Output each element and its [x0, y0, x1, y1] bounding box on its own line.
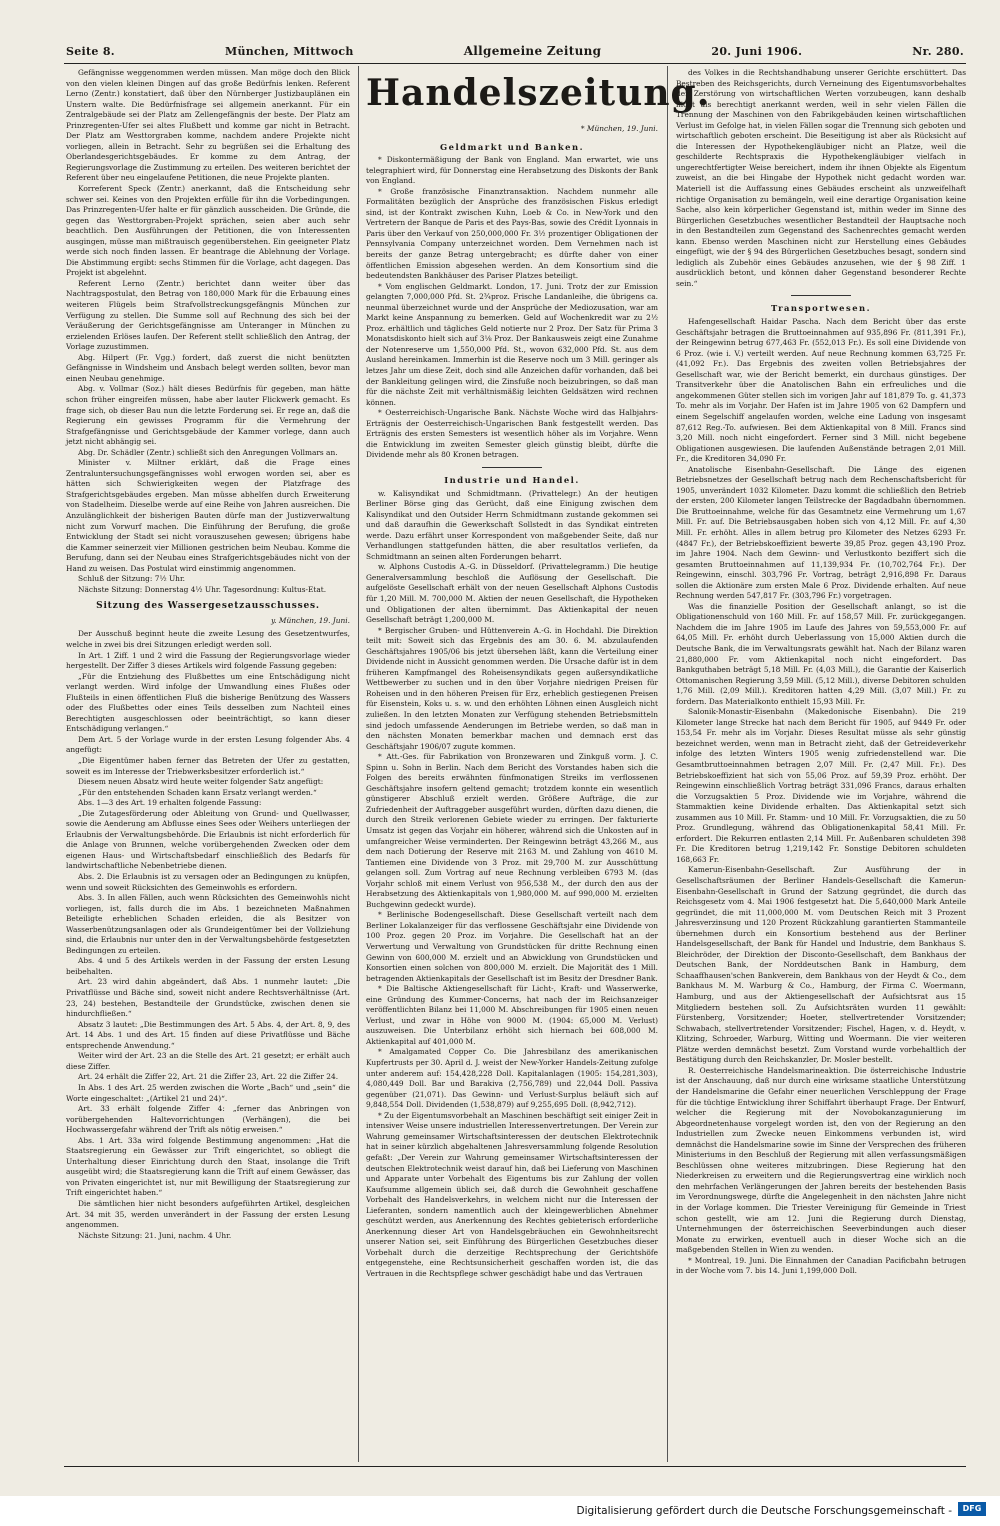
divider — [482, 467, 542, 468]
geldmarkt-articles — [366, 155, 658, 461]
newspaper-title: Allgemeine Zeitung — [463, 44, 602, 58]
paragraph: Hafengesellschaft Haidar Pascha. Nach dem Bericht über das erste Geschäftsjahr betragen die Bruttoeinnahmen auf 935,896 Fr. (811,391 Fr.), der Reingewinn betrug 677,463 Fr. (552,013 Fr.). Es soll eine Dividende von 6 Proz. (wie i. V.) verteilt werden. Auf neue Rechnung kommen 63,725 Fr. (41,092 Fr.). Das Ergebnis des zweiten vollen Betriebsjahres der Gesellschaft war, wie der Bericht bemerkt, ein durchaus günstiges. Der Transitverkehr über die Anatolischen Bahn ein erfreuliches und die angekommenen Güter stellen sich im vorigen Jahr auf 181,879 To. g. 41,373 To. mehr als im Vorjahr. Der Hafen ist im Jahre 1905 von 62 Dampfern und einem Segelschiff angelaufen worden, welche eine Ladung von insgesamt 87,612 Reg.-To. aufwiesen. Bei dem Aktienkapital von 8 Mill. Francs sind 3,20 Mill. noch nicht eingefordert. Ferner sind 3 Mill. nicht begebene Obligationen ausgewiesen. Die laufenden Außenstände betragen 2,01 Mill. Fr., die Kreditoren 34,090 Fr. — [676, 317, 966, 464]
column-divider — [358, 66, 359, 1462]
paragraph: * Berlinische Bodengesellschaft. Diese Gesellschaft verteilt nach dem Berliner Lokalanzeiger für das verflossene Geschäftsjahr eine Dividende von 100 Proz. gegen 20 Proz. im Vorjahre. Die Gesellschaft hat an der Verwertung und Verwaltung von Grundstücken für dritte Rechnung einen Gewinn von 600,000 M. erzielt und an Abwicklung von Grundstücken und Konsortien einen solchen von 800,000 M. erzielt. Die Majorität des 1 Mill. betragenden Aktienkapitals der Gesellschaft ist im Besitz der Dresdner Bank. — [366, 910, 658, 983]
paragraph: * Zu der Eigentumsvorbehalt an Maschinen beschäftigt seit einiger Zeit in intensiver Weise unsere industriellen Interessenvertretungen. Der Verein zur Wahrung gemeinsamer Wirtschaftsinteressen der deutschen Elektrotechnik hat in seiner kürzlich abgehaltenen Jahresversammlung folgende Resolution gefaßt: „Der Verein zur Wahrung gemeinsamer Wirtschaftsinteressen der deutschen Elektrotechnik weist darauf hin, daß bei Lieferung von Maschinen und Apparate unter Vorbehalt des Eigentums bis zur Zahlung der vollen Kaufsumme allgemein üblich sei, daß durch die Gewohnheit geschaffene Vorbehalt des Handelsverkehrs, in welchem nicht nur die Interessen der Lieferanten, sondern namentlich auch der kleingewerblichen Abnehmer geschützt werden, aus Anerkennung des Rechtes gebieterisch erforderliche Anerkennung dieser Art von Handelsgebräuchen ein Gewohnheitsrecht unserer Nation sei, seit Einführung des Bürgerlichen Gesetzbuches dieser Vorbehalt durch die derzeitige Rechtsprechung der Gerichtshöfe entgegenstehe, eine Rechtsunsicherheit geschaffen worden ist, die das Vertrauen in die Rechtspflege schwer geschädigt habe und das Vertrauen — [366, 1110, 658, 1278]
page-header — [66, 44, 964, 62]
footer-rule — [64, 1466, 966, 1467]
paragraph: * Oesterreichisch-Ungarische Bank. Nächste Woche wird das Halbjahrs-Erträgnis der Oesterreichisch-Ungarischen Bank festgestellt werden. Das Erträgnis des ersten Semesters ist wesentlich höher als im Vorjahre. Wenn die Entwicklung im zweiten Semester gleich günstig bleibt, dürfte die Dividende mehr als 80 Kronen betragen. — [366, 408, 658, 460]
paragraph: „Die Eigentümer haben ferner das Betreten der Ufer zu gestatten, soweit es im Interesse der Triebwerksbesitzer erforderlich ist.“ — [66, 756, 350, 776]
water-law-report — [66, 629, 350, 1241]
paragraph: des Volkes in die Rechtshandhabung unserer Gerichte erschüttert. Das Bestreben des Reichsgerichts, durch Verneinung des Eigentumsvorbehaltes der Zerstörung von wirtschaftlichen Werten vorzubeugen, kann deshalb nicht als berechtigt anerkannt werden, weil in sehr vielen Fällen die Trennung der Maschinen von den Fabrikgebäuden keinen wirtschaftlichen Verlust im Gefolge hat, in vielen Fällen sogar die Trennung sich geboten und wirtschaftlich geboten erscheint. Die Beseitigung ist aber als Rücksicht auf die Interessen der Hypothekengläubiger nicht an Platze, weil die geschilderte Rechtspraxis die Hypothekengläubiger vielfach in ungerechtfertigter Weise bereichert, indem ihr ihnen Objekte als Eigentum zuweist, an die bei Hingabe der Hypothek nicht gedacht worden war. Materiell ist die Auffassung eines Gebäudes erscheint als unzweifelhaft richtige Organisation zu bemängeln, weil eine derartige Organisation keine Sache, also kein körperlicher Gegenstand ist, mithin weder im Sinne des Bürgerlichen Gesetzbuches wesentlicher Bestandteil der Hauptsache noch in den Bestandteilen zum Gegenstand des Sachenrechtes gemacht werden kann. Ebenso werden Maschinen nicht zur Herstellung eines Gebäudes eingefügt, wie der § 94 des Bürgerlichen Gesetzbuches besagt, sondern sind lediglich als Zubehör eines Gebäudes anzusehen, wie der § 98 Ziff. 1 ausdrücklich betont, und können daher Gegenstand besonderer Rechte sein.“ — [676, 68, 966, 288]
paragraph: w. Alphons Custodis A.-G. in Düsseldorf. (Privattelegramm.) Die heutige Generalversammlung beschloß die Auflösung der Gesellschaft. Die aufgelöste Gesellschaft erhält von der neuen Gesellschaft Alphons Custodis für 1,20 Mill. M. 700,000 M. Aktien der neuen Gesellschaft, die Hypotheken und Obligationen der alten übernimmt. Das Aktienkapital der neuen Gesellschaft beträgt 1,200,000 M. — [366, 562, 658, 625]
paragraph: Absatz 3 lautet: „Die Bestimmungen des Art. 5 Abs. 4, der Art. 8, 9, des Art. 14 Abs. 1 und des Art. 15 finden auf diese Privatflüsse und Bäche entsprechende Anwendung.“ — [66, 1019, 350, 1050]
paragraph: Anatolische Eisenbahn-Gesellschaft. Die Länge des eigenen Betriebsnetzes der Gesellschaft betrug nach dem Rechenschaftsbericht für 1905, unverändert 1032 Kilometer. Dazu kommt die schließlich den Betrieb der ersten, 200 Kilometer langen Teilstrecke der Bagdadbahn übernommen. Die Bruttoeinnahme, welche für das Gesamtnetz eine Vermehrung um 1,67 Mill. Fr. auf. Die Betriebsausgaben hoben sich von 4,12 Mill. Fr. auf 4,30 Mill. Fr. erhöht. Alles in allem betrug pro Kilometer des Netzes 6293 Fr. (4847 Fr.), der Betriebskoeffizient bewerte 39,85 Proz. gegen 43,190 Proz. im Jahre 1904. Nach dem Gewinn- und Verlustkonto beziffert sich die gesamten Bruttoeinnahmen auf 11,139,934 Fr. (10,702,764 Fr.). Der Reingewinn, einschl. 303,796 Fr. Vortrag, beträgt 2,916,898 Fr. Daraus sollen die Aktionäre zum ersten Male 6 Proz. Dividende erhalten. Auf neue Rechnung werden 547,817 Fr. (303,796 Fr.) vorgetragen. — [676, 464, 966, 601]
paragraph: Korreferent Speck (Zentr.) anerkannt, daß die Entscheidung sehr schwer sei. Keines von den Projekten erfülle für ihn die Vorbedingungen. Das Prinzregenten-Ufer halte er für gänzlich ausscheiden. Die Gründe, die gegen das Westtorgraben-Projekt sprächen, seien aber auch sehr beachtlich. Den Ausführungen der Petitionen, die von Interessenten ausgingen, müsse man mißtrauisch gegenüberstehen. Ein geeigneter Platz werde sich noch finden lassen. Er beantrage die Ablehnung der Vorlage. Die Abstimmung ergibt: sechs Stimmen für die Vorlage, acht dagegen. Das Projekt ist abgelehnt. — [66, 184, 350, 278]
paragraph: Gefängnisse weggenommen werden müssen. Man möge doch den Blick von den vielen kleinen Dingen auf das große Bedürfnis lenken. Referent Lerno (Zentr.) konstatiert, daß über den Nürnberger Justizbauplänen ein Unstern walte. Die Bedürfnisfrage sei allgemein anerkannt. Für ein Zentralgebäude sei der Platz am Zellengefängnis der beste. Der Platz am Prinzregenten-Ufer sei altes Flußbett und komme gar nicht in Betracht. Der Platz am Westtorgraben komme, nachdem andere Projekte nicht vorliegen, allein in Betracht. Sehr zu begrüßen sei die Erhaltung des Oberlandesgerichtsgebäudes. Er komme zu dem Antrag, der Regierungsvorlage die Zustimmung zu erteilen. Des weiteren berichtet der Referent über neu eingelaufene Petitionen, die neue Projekte planten. — [66, 68, 350, 183]
paragraph: Salonik-Monastir-Eisenbahn (Makedonische Eisenbahn). Die 219 Kilometer lange Strecke hat nach dem Bericht für 1905, auf 9449 Fr. oder 153,54 Fr. mehr als im Vorjahr. Dieses Resultat müsse als sehr günstig bezeichnet werden, wenn man in Betracht zieht, daß der Getreideverkehr infolge des letzten Winters 1905 wenig zufriedenstellend war. Die Gesamtbruttoeinnahmen betragen 2,07 Mill. Fr. (2,47 Mill. Fr.). Des Betriebskoeffizient hat sich von 55,06 Proz. auf 59,39 Proz. erhöht. Der Reingewinn einschließlich Vortrag beträgt 331,096 Francs, daraus erhalten die Vorzugsaktien 5 Proz. Dividende wie im Vorjahre, während die Stammaktien keine Dividende erhalten. Das Aktienkapital setzt sich zusammen aus 10 Mill. Fr. Stamm- und 10 Mill. Fr. Vorzugsaktien, die zu 50 Proz. Grundlegung, während das Obligationenkapital 58,41 Mill. Fr. erfordert. Die Rekurren entlasten 2,14 Mill. Fr. Außenbaren schuldeten 398 Fr. Die Kreditoren betrug 1,219,142 Fr. Sonstige Debitoren schuldeten 168,663 Fr. — [676, 707, 966, 864]
dateline: * München, 19. Juni. — [580, 124, 658, 133]
paragraph: „Für den entstehenden Schaden kann Ersatz verlangt werden.“ — [78, 787, 317, 797]
paragraph: „Die Zutagesförderung oder Ableitung von Grund- und Quellwasser, sowie die Aenderung am Abflusse eines Sees oder Weihers unterliegen der Erlaubnis der Verwaltungsbehörde. Die Erlaubnis ist nicht erforderlich für die Anlage von Brunnen, welche vorübergehenden Zwecken oder dem eigenen Haus- und Wirtschaftsbedarf einschließlich des Bedarfs für landwirtschaftliche Nebenbetriebe dienen. — [66, 808, 350, 871]
paragraph: * Große französische Finanztransaktion. Nachdem nunmehr alle Formalitäten bezüglich der Ansprüche des französischen Fiskus erledigt sind, ist der Kontrakt zwischen Kuhn, Loeb & Co. in New-York und den Vertretern der Banque de Paris et des Pays-Bas, sowie des Crédit Lyonnais in Paris über den Verkauf von 250,000,000 Fr. 3½ prozentiger Obligationen der Pennsylvania Company unterzeichnet worden. Dem Vernehmen nach ist bereits der ganze Betrag untergebracht; es dürfte daher von einer öffentlichen Emission abgesehen werden. An dem Konsortium sind die bedeutendsten Bankhäuser des Pariser Platzes beteiligt. — [366, 186, 658, 281]
paragraph: Was die finanzielle Position der Gesellschaft anlangt, so ist die Obligationenschuld von 160 Mill. Fr. auf 158,57 Mill. Fr. zurückgegangen. Nachdem die im Jahre 1905 im Laufe des Jahres von 59,553,000 Fr. auf 64,05 Mill. Fr. erhöht durch Ueberlassung von 15,000 Aktien durch die Deutsche Bank, die im Verwaltungsrats gewählt hat. Nach der Bilanz waren 21,880,000 Fr. vom Aktienkapital noch nicht eingefordert. Das Bankguthaben beträgt 5,18 Mill. Fr. (4,03 Mill.), die Garantie der Kaiserlich Ottomanischen Regierung 3,59 Mill. (5,12 Mill.), diverse Debitoren schulden 1,76 Mill. (2,09 Mill.). Kreditoren hatten 4,29 Mill. (3,07 Mill.) Fr. zu fordern. Das Materialkonto enthielt 15,93 Mill. Fr. — [676, 601, 966, 706]
paragraph: Abg. Hilpert (Fr. Vgg.) fordert, daß zuerst die nicht benützten Gefängnisse in Windsheim und Ansbach belegt werden sollten, bevor man einen Neubau genehmige. — [66, 352, 350, 383]
place-date: München, Mittwoch — [224, 45, 354, 58]
paragraph: Schluß der Sitzung: 7½ Uhr. — [78, 574, 186, 584]
section-title: Sitzung des Wassergesetzausschusses. — [96, 601, 320, 612]
paragraph: Art. 24 erhält die Ziffer 22, Art. 21 die Ziffer 23, Art. 22 die Ziffer 24. — [78, 1072, 339, 1082]
paragraph: Abs. 4 und 5 des Artikels werden in der Fassung der ersten Lesung beibehalten. — [66, 956, 350, 976]
industrie-articles — [366, 489, 658, 1280]
paragraph: * Att.-Ges. für Fabrikation von Bronzewaren und Zinkguß vorm. J. C. Spinn u. Sohn in Berlin. Nach dem Bericht des Vorstandes haben sich die Folgen des bereits erwähnten fünfmonatigen Streiks im verflossenen Geschäftsjahre insofern geltend gemacht; trotzdem konnte ein wesentlich günstigerer Abschluß erzielt werden. Größere Aufträge, die zur Zufriedenheit der Auftraggeber ausgeführt wurden, dürften dazu dienen, die durch den Streik verlorenen Gebiete wieder zu erringen. Der fakturierte Umsatz ist gegen das Vorjahr ein höherer, während sich die Unkosten auf in umfangreicher Weise verminderten. Der Reingewinn beträgt 43,266 M., aus dem nach Dotierung der Reserve mit 2163 M. und Zahlung von 4610 M. Tantiemen eine Dividende von 3 Proz. mit 29,700 M. zur Ausschüttung gelangen soll. Zum Vortrag auf neue Rechnung verbleiben 6793 M. (das Vorjahr schloß mit einem Verlust von 956,538 M., der durch den aus der Herabsetzung des Aktienkapitals von 1,980,000 M. auf 990,000 M. erzielten Buchgewinn gedeckt wurde). — [366, 752, 658, 909]
paragraph: Referent Lerno (Zentr.) berichtet dann weiter über das Nachtragspostulat, den Betrag von 180,000 Mark für die Erbauung eines weiteren Flügels beim Strafvollstreckungsgefängnis München zur Verfügung zu stellen. Die Summe soll auf Rechnung des sich bei der Veräußerung der Gerichtsgefängnisse am Unteranger in München zu erzielenden Erlöses laufen. Der Referent stellt schließlich den Antrag, der Vorlage zuzustimmen. — [66, 278, 350, 352]
header-rule — [64, 63, 966, 64]
paragraph: In Abs. 1 des Art. 25 werden zwischen die Worte „Bach“ und „sein“ die Worte eingeschaltet: „(Artikel 21 und 24)“. — [66, 1082, 350, 1103]
column-2 — [366, 68, 711, 1458]
paragraph: Kamerun-Eisenbahn-Gesellschaft. Zur Ausführung der in Gesellschaftsräumen der Berliner Handels-Gesellschaft die Kamerun-Eisenbahn-Gesellschaft in Grund der Satzung gegründet, die durch das Reichsgesetz vom 4. Mai 1906 festgesetzt hat. Die 5,640,000 Mark Anteile gegründet, die mit 11,000,000 M. vom Deutschen Reich mit 3 Prozent Jahresverzinsung und 120 Prozent Rückzahlung garantierten Stammanteile übernehmen durch ein Konsortium bestehend aus der Berliner Handelsgesellschaft, der Bank für Handel und Industrie, dem Bankhaus S. Bleichröder, der Direktion der Disconto-Gesellschaft, dem Bankhaus der Deutschen Bank, der Norddeutschen Bank in Hamburg, dem Schaaffhausen'schen Bankverein, dem Bankhaus von der Heydt & Co., dem Bankhaus M. M. Warburg & Co., Hamburg, der Firma C. Woermann, Hamburg, und aus der Aktiengesellschaft der Aufsichtsrat aus 15 Mitgliedern bestehen soll. Zu Aufsichtsräten wurden 11 gewählt: Fürstenberg, Vorsitzender; Hoeter, stellvertretender Vorsitzender; Schwabach, stellvertretender Vorsitzender; Fischel, Hagen, v. d. Heydt, v. Klitzing, Schroeder, Warburg, Witting und Woermann. Die vier weiteren Plätze werden demnächst besetzt. Zum Vorstand wurde vorbehaltlich der Bestätigung durch den Reichskanzler, Dr. Mosler bestellt. — [676, 865, 966, 1065]
paragraph: Art. 33 erhält folgende Ziffer 4: „ferner das Anbringen von vorübergehenden Haltevorrichtungen (Verhängen), die bei Hochwassergefahr während der Trift als nötig erweisen.“ — [66, 1104, 350, 1135]
continued-article — [676, 68, 966, 289]
paragraph: Art. 23 wird dahin abgeändert, daß Abs. 1 nunmehr lautet: „Die Privatflüsse und Bäche sind, soweit nicht andere Rechtsverhältnisse (Art. 23, 24) bestehen, Bestandteile der Grundstücke, zwischen denen sie hindurchfließen.“ — [66, 977, 350, 1019]
paragraph: „Für die Entziehung des Flußbettes um eine Entschädigung nicht verlangt werden. Wird infolge der Umwandlung eines Flußes oder Flußteils in einen öffentlichen Fluß die bisherige Benützung des Wassers oder des Flußbettes oder eines Teils desselben zum Nachteil eines Berechtigten ausgeschlossen oder beeinträchtigt, so kann dieser Entschädigung verlangen.“ — [66, 671, 350, 734]
dfg-logo: DFG — [958, 1502, 986, 1516]
paragraph: Abs. 3. In allen Fällen, auch wenn Rücksichten des Gemeinwohls nicht vorliegen, ist, falls durch die im Abs. 1 bezeichneten Maßnahmen Beteiligte erheblichen Schaden erleiden, die als Besitzer von Wasserbenützungsanlagen oder als Grundeigentümer bei der Vollziehung sind, die Erlaubnis nur unter den in der Verwaltungsbehörde festgesetzten Bedingungen zu erteilen. — [66, 893, 350, 955]
paragraph: * Vom englischen Geldmarkt. London, 17. Juni. Trotz der zur Emission gelangten 7,000,000 Pfd. St. 2¾proz. Frische Landanleihe, die übrigens ca. neunmal überzeichnet wurde und der Ansprüche der Mediozusation, war am Markt keine Anspannung zu bemerken. Geld auf Wochenkredit war zu 2½ Proz. erhältlich und tägliches Geld notierte nur 2 Proz. Der Satz für Prima 3 Monatsdiskonto hielt sich auf 3⅛ Proz. Der Bankausweis zeigt eine Zunahme der Notenreserve um 1,550,000 Pfd. St., wovon 632,000 Pfd. St. aus dem Ausland hereinkamen. Immerhin ist die Reserve noch um 3 Mill. geringer als letzes Jahr um diese Zeit, doch sind alle Anzeichen dafür vorhanden, daß bei der Bankleitung gelingen wird, die Zinsfuße noch beizubringen, so daß man für die nächste Zeit mit verhältnismäßig leichten Geldsätzen wird rechnen können. — [366, 281, 658, 407]
paragraph: Minister v. Miltner erklärt, daß die Frage eines Zentraluntersuchungsgefängnisses wohl erwogen worden sei, aber es hätten sich Schwierigkeiten wegen der Platzfrage des Strafgerichtsgebäudes ergeben. Man müsse abhelfen durch Erweiterung von Stadelheim. Dieselbe werde auf eine Reihe von Jahren ausreichen. Die Anzulänglichkeit der bisherigen Bauten dürfe man der Justizverwaltung nicht zum Vorwurf machen. Die Einführung der Berufung, die große Entwicklung der Stadt sei nicht vorauszusehen gewesen; übrigens habe die Kammer seinerzeit vier Millionen gestrichen beim Neubau. Komme die Berufung, dann sei der Neubau eines Strafgerichtsgebäudes nicht von der Hand zu weisen. Das Postulat wird einstimmig angenommen. — [66, 458, 350, 573]
digitization-footer — [0, 1496, 1000, 1526]
paragraph: Abs. 1—3 des Art. 19 erhalten folgende Fassung: — [78, 798, 262, 808]
dateline: y. München, 19. Juni. — [270, 615, 350, 625]
paragraph: Abs. 1 Art. 33a wird folgende Bestimmung angenommen: „Hat die Staatsregierung ein Gewässer zur Trift eingerichtet, so obliegt die Unterhaltung dieser Einrichtung durch den Staat, insolange die Trift ausgeübt wird; die Staatsregierung kann die Trift auf einem Gewässer, das von Privaten eingerichtet ist, nur mit Bewilligung der Staatsregierung zur Trift eingerichtet haben.“ — [66, 1135, 350, 1198]
paragraph: Dem Art. 5 der Vorlage wurde in der ersten Lesung folgender Abs. 4 angefügt: — [66, 734, 350, 755]
page-number: Seite 8. — [66, 45, 115, 58]
handelszeitung-title: Handelszeitung. — [366, 72, 711, 114]
parliament-report — [66, 68, 350, 595]
paragraph: * Die Baltische Aktiengesellschaft für Licht-, Kraft- und Wasserwerke, eine Gründung des Kummer-Concerns, hat nach der im Reichsanzeiger veröffentlichten Bilanz bei 11,000 M. Abschreibungen für 1905 einen neuen Verlust, und zwar in Höhe von 9000 M. (1904: 65,000 M. Verlust) auszuweisen. Die Unterbilanz erhöht sich hiernach bei 608,000 M. Aktienkapital auf 401,000 M. — [366, 984, 658, 1046]
footer-credit: Digitalisierung gefördert durch die Deutsche Forschungsgemeinschaft - — [576, 1505, 952, 1517]
paragraph: Abs. 2. Die Erlaubnis ist zu versagen oder an Bedingungen zu knüpfen, wenn und soweit Rücksichten des Gemeinwohls es erfordern. — [66, 872, 350, 892]
paragraph: R. Oesterreichische Handelsmarineaktion. Die österreichische Industrie ist der Anschauung, daß nur durch eine wirksame staatliche Unterstützung der Handelsmarine die Gefahr einer neuerlichen Verschleppung der Frage für die tüchtige Entwicklung ihrer Schiffahrt überhaupt Frage. Der Entwurf, welcher die Regierung mit der Novobokanzagunierung im Abgeordnetenhause vorgelegt worden ist, den von der Regierung an den Industriellen zum Zwecke neuen Einkommens verbunden ist, wird demnächst die Handelsmarine sowie im Sinne der Versprechen des früheren Ministeriums in den Beschluß der Regierung mit allen verfassungsmäßigen Beschlüssen ohne weiteres mitzubringen. Diese Regierung hat den Niederkreisen zu erweitern und die Regierungsvertrag eine wirklich noch den mehrfachen Verlängerungen der Jahren bereits der bestehenden Basis im Verordnungswege, dürfte die Angelegenheit in den nächsten Jahre nicht in der Vorlage kommen. Die Triester Vereinigung für Gemeinde in Triest schon gestellt, wie am 12. Juni die Regierung durch Dienstag, Unternehmungen der österreichischen Seeverbindungen auch dieser Monate zu erwirken, eventuell auch in dieser Woche sich an die maßgebenden Stellen in Wien zu wenden. — [676, 1065, 966, 1255]
section-industrie: Industrie und Handel. — [444, 474, 580, 485]
section-geldmarkt: Geldmarkt und Banken. — [440, 141, 584, 152]
issue-number: Nr. 280. — [912, 45, 964, 58]
transport-articles — [676, 317, 966, 1277]
paragraph: Die sämtlichen hier nicht besonders aufgeführten Artikel, desgleichen Art. 34 mit 35, werden unverändert in der Fassung der ersten Lesung angenommen. — [66, 1198, 350, 1230]
paragraph: * Bergischer Gruben- und Hüttenverein A.-G. in Hochdahl. Die Direktion teilt mit: Soweit sich das Ergebnis des am 30. 6. M. abzulaufenden Geschäftsjahres 1905/06 bis jetzt übersehen läßt, kann die Verteilung einer Dividende nicht in Aussicht genommen werden. Die Ursache dafür ist in dem früheren Kampfmangel des Roheisensyndikats gegen außersyndikatliche Wettbewerber zu suchen und in den über Vorjahre niedrigen Preisen für Roheisen und in den höheren Preisen für Erz, erheblich gestiegenen Preisen für Eisenstein, Koks u. s. w. und den erhöhten Löhnen einen Ausgleich nicht zuließen. In den letzten Monaten zur Verfügung stehenden Betriebsmitteln sind jedoch umfassende Aenderungen im Betriebe werden, so daß man in den nächsten Monaten bemerkbar machen und demnach erst das Geschäftsjahr 1906/07 zugute kommen. — [366, 625, 658, 751]
paragraph: Diesem neuen Absatz wird heute weiter folgender Satz angefügt: — [78, 777, 324, 787]
section-transportwesen: Transportwesen. — [770, 303, 872, 314]
paragraph: In Art. 1 Ziff. 1 und 2 wird die Fassung der Regierungsvorlage wieder hergestellt. Der Ziffer 3 dieses Artikels wird folgende Fassung gegeben: — [66, 650, 350, 671]
issue-date: 20. Juni 1906. — [711, 45, 803, 58]
column-3 — [676, 68, 966, 1458]
paragraph: Abg. Dr. Schädler (Zentr.) schließt sich den Anregungen Vollmars an. — [78, 447, 338, 457]
paragraph: Weiter wird der Art. 23 an die Stelle des Art. 21 gesetzt; er erhält auch diese Ziffer. — [66, 1051, 350, 1071]
paragraph: Nächste Sitzung: Donnerstag 4½ Uhr. Tagesordnung: Kultus-Etat. — [78, 584, 327, 594]
paragraph: Nächste Sitzung: 21. Juni, nachm. 4 Uhr. — [78, 1230, 232, 1240]
paragraph: Abg. v. Vollmar (Soz.) hält dieses Bedürfnis für gegeben, man hätte schon früher eingreifen müssen, habe aber lauter Flickwerk gemacht. Es frage sich, ob dieser Bau nun die letzte Forderung sei. Er rege an, daß die Regierung ein gewisses Programm für die Vermehrung der Strafgefängnisse und Gerichtsgebäude der Kammer vorlege, dann auch jetzt nicht abhängig sei. — [66, 384, 350, 447]
column-divider — [667, 66, 668, 1462]
paragraph: Der Ausschuß beginnt heute die zweite Lesung des Gesetzentwurfes, welche in zwei bis drei Sitzungen erledigt werden soll. — [66, 629, 350, 649]
column-1 — [66, 68, 350, 1458]
paragraph: * Amalgamated Copper Co. Die Jahresbilanz des amerikanischen Kupfertrusts per 30. April d. J. weist der New-Yorker Handels-Zeitung zufolge unter anderem auf: 154,428,228 Doll. Kapitalanlagen (1905: 154,281,303), 4,080,449 Doll. Bar und Barakiva (2,756,789) und 22,044 Doll. Passiva gegenüber (21,071). Das Gewinn- und Verlust-Surplus beläuft sich auf 9,848,554 Doll. Dividenden (1,538,879) auf 9,255,695 Doll. (8,942,712). — [366, 1047, 658, 1110]
paragraph: * Diskontermäßigung der Bank von England. Man erwartet, wie uns telegraphiert wird, für Donnerstag eine Herabsetzung des Diskonts der Bank von England. — [366, 155, 658, 186]
paragraph: w. Kalisyndikat und Schmidtmann. (Privattelegr.) An der heutigen Berliner Börse ging das Gerücht, daß eine Einigung zwischen dem Kalisyndikat und den Outsider Herrn Schmidtmann zustande gekommen sei und daß daraufhin die Gewerkschaft Sollstedt in das Syndikat eintreten werde. Dazu erfährt unser Korrespondent von maßgebender Seite, daß nur Verhandlungen stattgefunden hätten, die aber resultatlos verliefen, da Schmidtmann an seinen alten Forderungen beharrt. — [366, 488, 658, 561]
paragraph: * Montreal, 19. Juni. Die Einnahmen der Canadian Pacificbahn betrugen in der Woche vom 7. bis 14. Juni 1,199,000 Doll. — [676, 1255, 966, 1276]
divider — [791, 295, 851, 296]
